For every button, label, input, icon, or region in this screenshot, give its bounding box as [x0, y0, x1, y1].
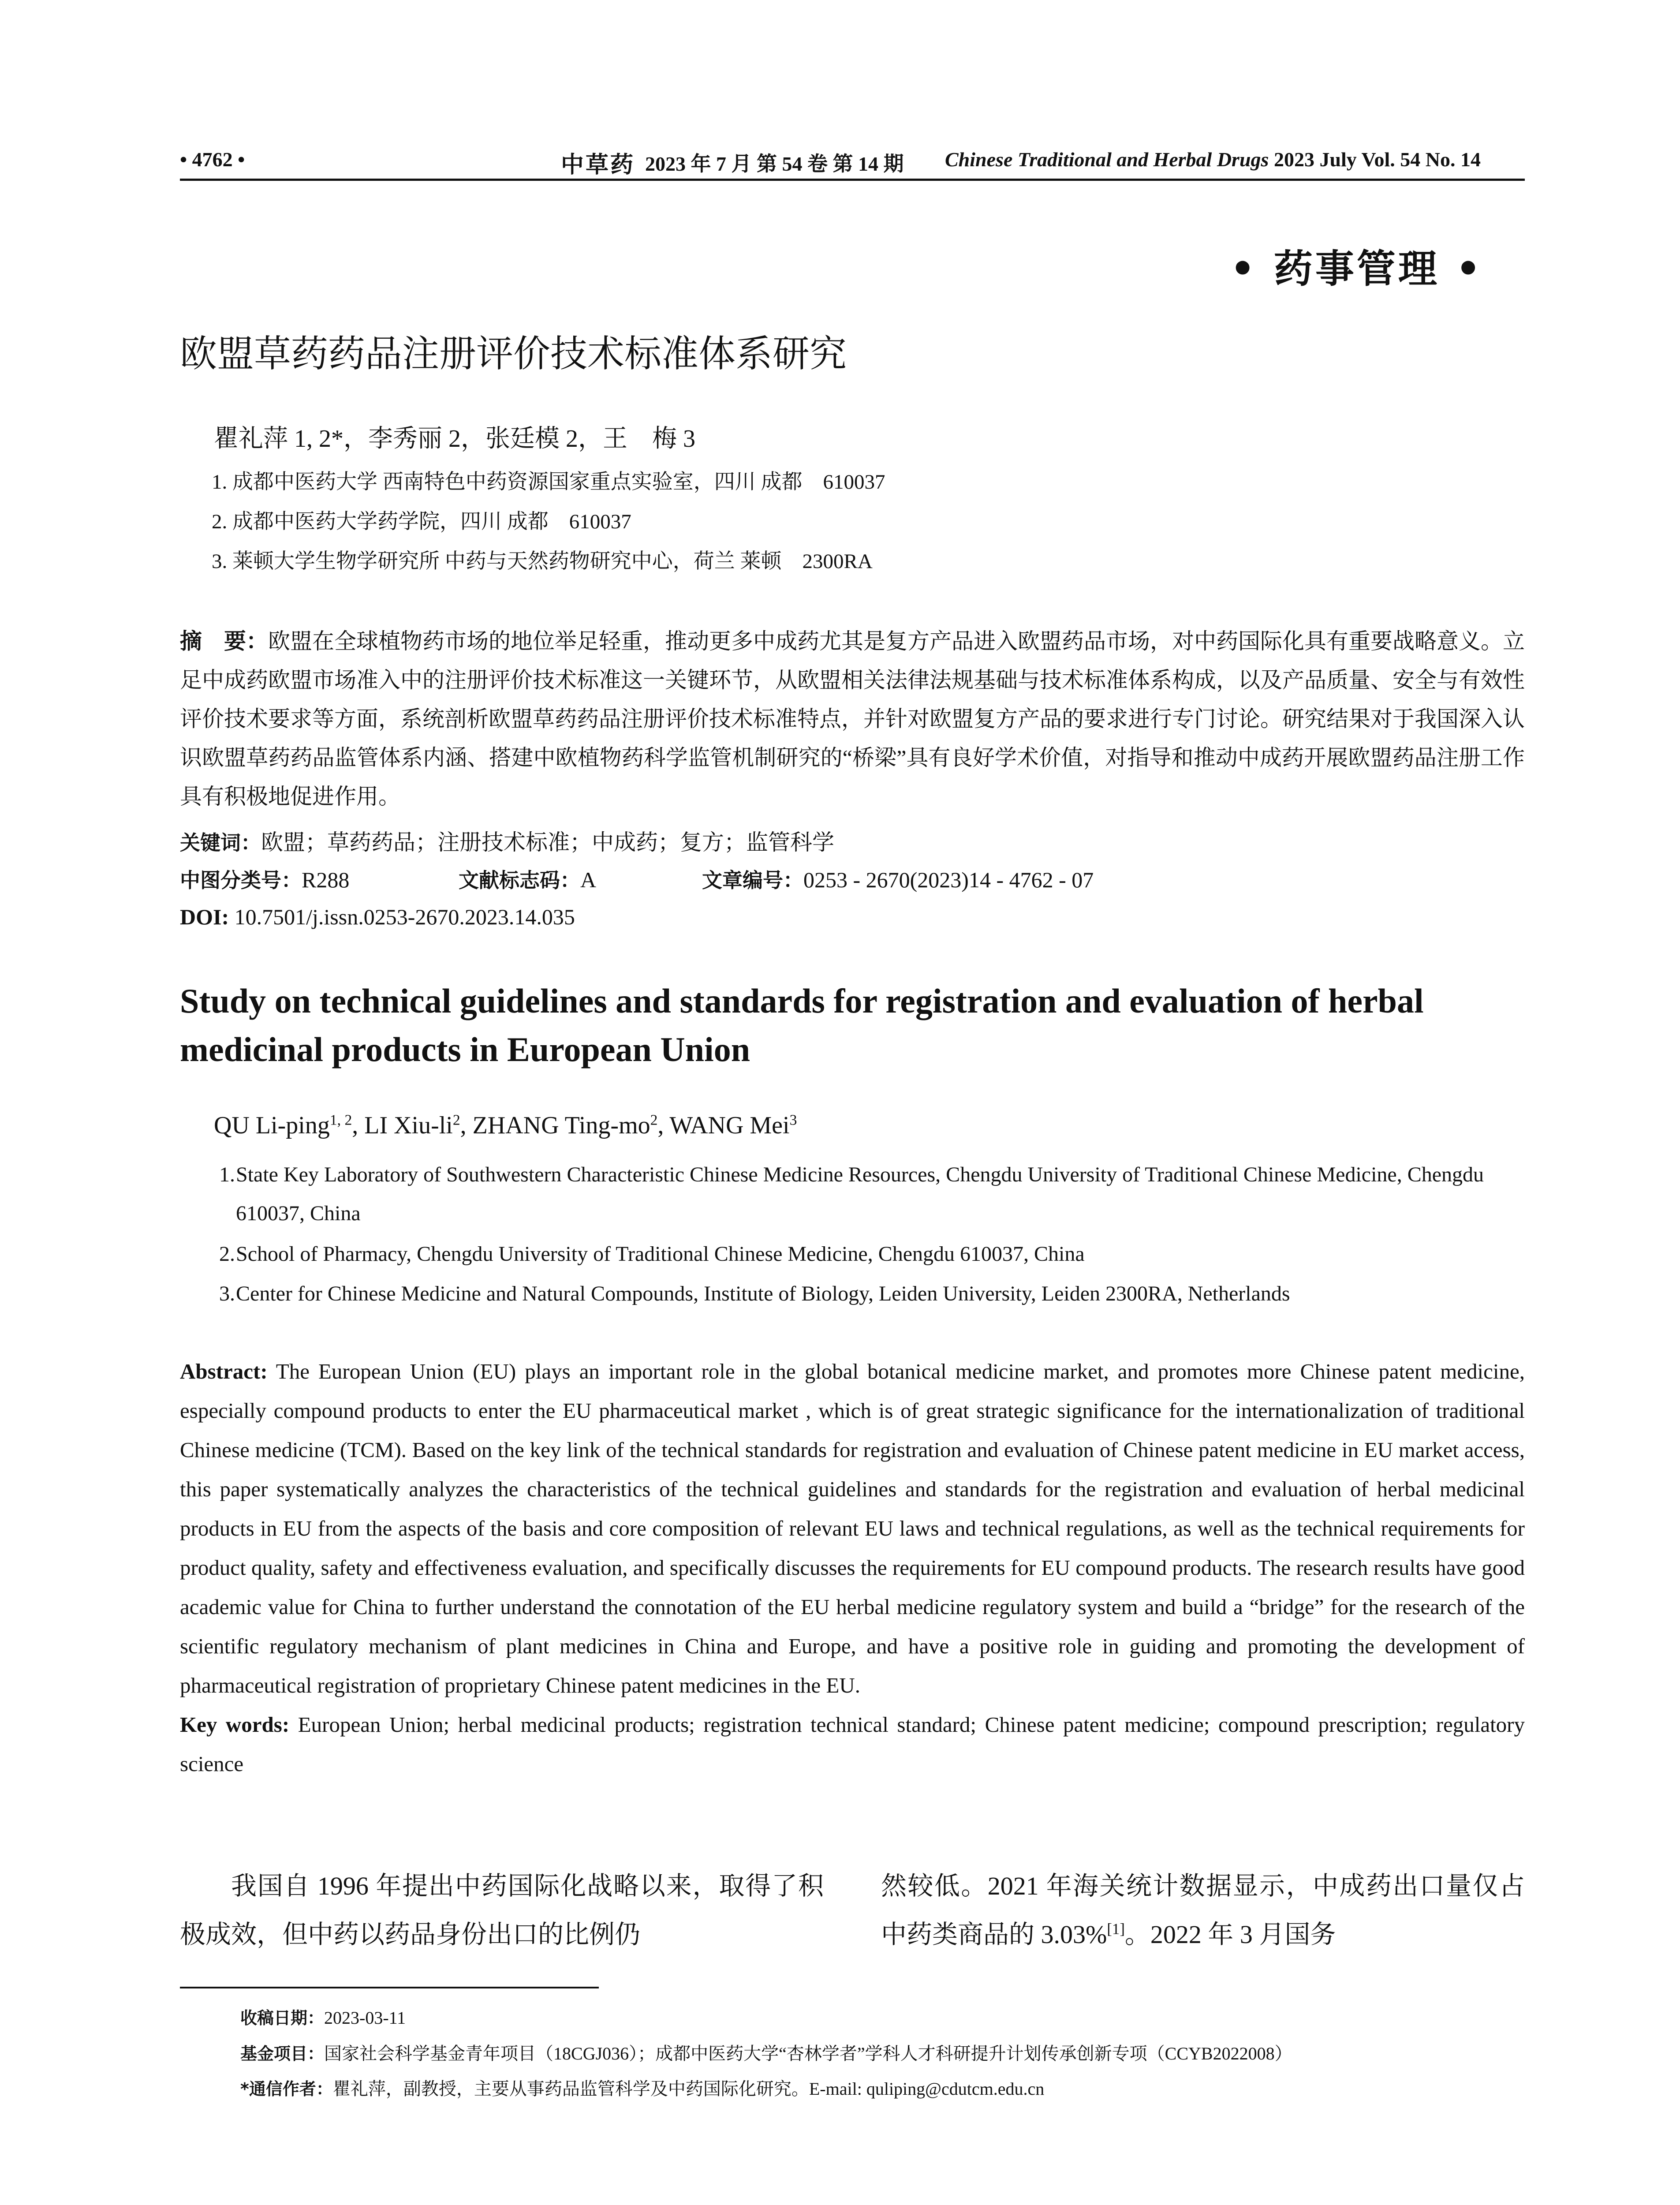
- article-no-label: 文章编号：: [702, 868, 803, 892]
- footnote-rule: [180, 1987, 599, 1988]
- doi-label: DOI:: [180, 904, 229, 929]
- affiliation-en-2-text: School of Pharmacy, Chengdu University of Traditional Chinese Medicine, Chengdu 610037, China: [236, 1242, 1085, 1266]
- title-cn: 欧盟草药药品注册评价技术标准体系研究: [180, 332, 847, 375]
- fund-text: 国家社会科学基金青年项目（18CGJ036）；成都中医药大学“杏林学者”学科人才科研提升计划传承创新专项（CCYB2022008）: [324, 2044, 1292, 2063]
- footnote-fund: [240, 2040, 1292, 2065]
- author-2: , LI Xiu-li: [352, 1112, 453, 1139]
- class-no-label: 中图分类号：: [180, 868, 302, 892]
- abstract-en: [180, 1352, 1525, 1783]
- citation-ref: [1]: [1107, 1920, 1125, 1938]
- affiliation-en-1: [219, 1155, 1523, 1233]
- affiliation-en-2-num: 2.: [219, 1242, 235, 1266]
- author-4: , WANG Mei: [657, 1112, 790, 1139]
- keywords-cn: [180, 825, 834, 856]
- article-no-value: 0253 - 2670(2023)14 - 4762 - 07: [803, 867, 1094, 892]
- header-rule: [180, 179, 1525, 181]
- doi-line: [180, 904, 575, 930]
- authors-en: [214, 1111, 797, 1140]
- corresponding-label: *通信作者：: [240, 2079, 333, 2099]
- issue-info-en: 2023 July Vol. 54 No. 14: [1273, 148, 1481, 171]
- class-no-value: R288: [302, 867, 350, 892]
- footnote-received: [240, 2004, 406, 2029]
- affiliation-cn-2: 2. 成都中医药大学药学院，四川 成都 610037: [212, 510, 631, 533]
- keywords-en-text: European Union; herbal medicinal products; registration technical standard; Chinese patent medicine; compound prescription; regulatory science: [180, 1712, 1525, 1776]
- doc-code-value: A: [580, 867, 597, 892]
- fund-label: 基金项目：: [240, 2044, 325, 2063]
- affiliation-en-1-text: State Key Laboratory of Southwestern Characteristic Chinese Medicine Resources, Chengdu University of Traditional Chinese Medicine, Chengdu 610037, China: [236, 1163, 1484, 1225]
- affiliation-en-3-num: 3.: [219, 1282, 235, 1305]
- body-column-right: [881, 1862, 1525, 1959]
- abstract-cn-label: 摘 要：: [180, 628, 268, 654]
- page-number: • 4762 •: [180, 148, 245, 171]
- author-3-aff: 2: [650, 1112, 658, 1129]
- title-en: Study on technical guidelines and standards for registration and evaluation of herbal medicinal products in European Union: [180, 982, 1424, 1069]
- authors-cn: 瞿礼萍 1, 2*，李秀丽 2，张廷模 2，王 梅 3: [214, 425, 695, 452]
- issue-info-cn: 2023 年 7 月 第 54 卷 第 14 期: [645, 153, 904, 175]
- author-3: , ZHANG Ting-mo: [460, 1112, 650, 1139]
- abstract-en-text: The European Union (EU) plays an important role in the global botanical medicine market, and promotes more Chinese patent medicine, especially compound products to enter the EU pharmaceutical market , which is of great strategic significance for the internationalization of traditional Chinese medicine (TCM). Based on the key link of the technical standards for registration and evaluation of Chinese patent medicine in EU market access, this paper systematically analyzes the characteristics of the technical guidelines and standards for the registration and evaluation of herbal medicinal products in EU from the aspects of the basis and core composition of relevant EU laws and technical regulations, as well as the technical requirements for product quality, safety and effectiveness evaluation, and specifically discusses the requirements for EU compound products. The research results have good academic value for China to further understand the connotation of the EU herbal medicine regulatory system and build a “bridge” for the research of the scientific regulatory mechanism of plant medicines in China and Europe, and have a positive role in guiding and promoting the development of pharmaceutical registration of proprietary Chinese patent medicines in the EU.: [180, 1359, 1525, 1697]
- keywords-en-label: Key words:: [180, 1712, 290, 1737]
- classification-line: [180, 864, 349, 893]
- affiliation-cn-3: 3. 莱顿大学生物学研究所 中药与天然药物研究中心，荷兰 莱顿 2300RA: [212, 550, 873, 573]
- affiliation-en-3: [219, 1274, 1523, 1313]
- doc-code: [459, 864, 596, 893]
- received-date: 2023-03-11: [324, 2008, 406, 2028]
- affiliation-en-2: [219, 1235, 1523, 1274]
- author-4-aff: 3: [789, 1112, 797, 1129]
- keywords-cn-label: 关键词：: [180, 831, 261, 855]
- body-column-left: 我国自 1996 年提出中药国际化战略以来，取得了积极成效，但中药以药品身份出口的比例仍: [180, 1872, 824, 1949]
- doi-value: 10.7501/j.issn.0253-2670.2023.14.035: [234, 904, 575, 929]
- footnote-corresponding: [240, 2075, 1044, 2100]
- received-label: 收稿日期：: [240, 2008, 325, 2028]
- abstract-cn: [180, 622, 1525, 816]
- section-label: • 药事管理 •: [1230, 246, 1483, 292]
- journal-info-en: [945, 148, 1481, 171]
- abstract-cn-text: 欧盟在全球植物药市场的地位举足轻重，推动更多中成药尤其是复方产品进入欧盟药品市场，对中药国际化具有重要战略意义。立足中成药欧盟市场准入中的注册评价技术标准这一关键环节，从欧盟相关法律法规基础与技术标准体系构成，以及产品质量、安全与有效性评价技术要求等方面，系统剖析欧盟草药药品注册评价技术标准特点，并针对欧盟复方产品的要求进行专门讨论。研究结果对于我国深入认识欧盟草药药品监管体系内涵、搭建中欧植物药科学监管机制研究的“桥梁”具有良好学术价值，对指导和推动中成药开展欧盟药品注册工作具有积极地促进作用。: [180, 629, 1525, 809]
- affiliation-cn-1: 1. 成都中医药大学 西南特色中药资源国家重点实验室，四川 成都 610037: [212, 471, 885, 493]
- journal-name-en: Chinese Traditional and Herbal Drugs: [945, 148, 1269, 171]
- affiliation-en-3-text: Center for Chinese Medicine and Natural Compounds, Institute of Biology, Leiden University, Leiden 2300RA, Netherlands: [236, 1282, 1290, 1305]
- doc-code-label: 文献标志码：: [459, 868, 580, 892]
- article-no: [702, 864, 1094, 893]
- author-1: QU Li-ping: [214, 1112, 330, 1139]
- running-header: [180, 143, 1525, 179]
- author-1-aff: 1, 2: [329, 1112, 352, 1129]
- corresponding-text: 瞿礼萍，副教授，主要从事药品监管科学及中药国际化研究。E-mail: quliping@cdutcm.edu.cn: [332, 2079, 1045, 2099]
- author-2-aff: 2: [452, 1112, 460, 1129]
- keywords-cn-text: 欧盟；草药药品；注册技术标准；中成药；复方；监管科学: [261, 830, 834, 855]
- abstract-en-label: Abstract:: [180, 1359, 268, 1383]
- body-right-text-a: 然较低。2021 年海关统计数据显示，中成药出口量仅占中药类商品的 3.03%: [881, 1872, 1525, 1949]
- journal-name-cn: 中草药: [561, 153, 635, 178]
- body-right-text-b: 。2022 年 3 月国务: [1124, 1920, 1336, 1949]
- affiliation-en-1-num: 1.: [219, 1163, 235, 1186]
